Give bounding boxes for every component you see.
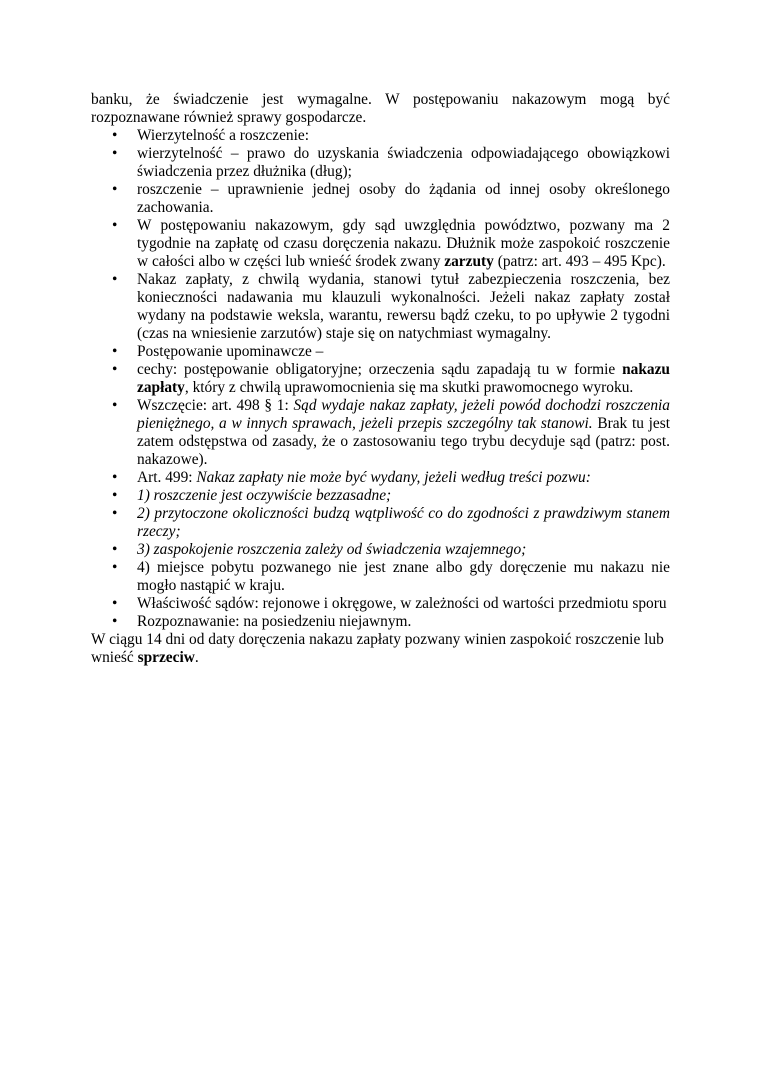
bullet-icon: • — [112, 613, 118, 630]
italic-quote: 2) przytoczone okoliczności budzą wątpliwość co do zgodności z prawdziwym stanem rzeczy; — [137, 505, 670, 540]
item-text: , który z chwilą uprawomocnienia się ma skutki prawomocnego wyroku. — [184, 379, 634, 396]
bullet-icon: • — [112, 361, 118, 378]
list-item — [91, 541, 670, 559]
bold-term: nakazu zapłaty — [137, 361, 670, 396]
list-item — [91, 469, 670, 487]
bullet-icon: • — [112, 217, 118, 234]
bullet-icon: • — [112, 343, 118, 360]
item-text: Postępowanie upominawcze – — [137, 343, 324, 360]
italic-quote: 1) roszczenie jest oczywiście bezzasadne; — [137, 487, 392, 504]
item-text: Art. 499: — [137, 469, 197, 486]
list-item — [91, 613, 670, 631]
bullet-icon: • — [112, 505, 118, 522]
item-text: Wszczęcie: art. 498 § 1: — [137, 397, 294, 414]
list-item — [91, 487, 670, 505]
continuation-paragraph: banku, że świadczenie jest wymagalne. W postępowaniu nakazowym mogą być rozpoznawane również sprawy gospodarcze. — [91, 91, 670, 126]
bold-term: zarzuty — [444, 253, 494, 270]
item-text: Właściwość sądów: rejonowe i okręgowe, w zależności od wartości przedmiotu sporu — [137, 595, 667, 612]
list-item — [91, 271, 670, 343]
bullet-icon: • — [112, 469, 118, 486]
italic-quote: Sąd wydaje nakaz zapłaty, jeżeli powód dochodzi roszczenia pieniężnego, a w innych sprawach, jeżeli przepis szczególny tak stanowi. — [137, 397, 670, 432]
list-item — [91, 397, 670, 469]
item-text: Brak tu jest zatem odstępstwa od zasady, że o zastosowaniu tego trybu decyduje sąd (patrz: post. nakazowe). — [137, 415, 670, 468]
list-item — [91, 559, 670, 595]
item-text: Nakaz zapłaty, z chwilą wydania, stanowi tytuł zabezpieczenia roszczenia, bez konieczności nadawania mu klauzuli wykonalności. Jeżeli nakaz zapłaty został wydany na podstawie weksla, warantu, rewersu bądź czeku, to po upływie 2 tygodni (czas na wniesienie zarzutów) staje się on natychmiast wymagalny. — [137, 271, 670, 342]
bullet-icon: • — [112, 541, 118, 558]
final-paragraph — [91, 631, 670, 667]
final-bold-term: sprzeciw — [137, 649, 195, 666]
bullet-icon: • — [112, 487, 118, 504]
item-text: Wierzytelność a roszczenie: — [137, 127, 310, 144]
list-item — [91, 343, 670, 361]
document-body — [91, 91, 670, 667]
item-text: W postępowaniu nakazowym, gdy sąd uwzględnia powództwo, pozwany ma 2 tygodnie na zapłatę od czasu doręczenia nakazu. Dłużnik może zaspokoić roszczenie w całości albo w części lub wnieść środek zwany — [137, 217, 670, 270]
italic-quote: Nakaz zapłaty nie może być wydany, jeżeli według treści pozwu: — [196, 469, 591, 486]
item-text: roszczenie – uprawnienie jednej osoby do żądania od innej osoby określonego zachowania. — [137, 181, 670, 216]
list-item — [91, 361, 670, 397]
item-text: 4) miejsce pobytu pozwanego nie jest znane albo gdy doręczenie mu nakazu nie mogło nastąpić w kraju. — [137, 559, 670, 594]
list-item — [91, 595, 670, 613]
bullet-icon: • — [112, 271, 118, 288]
list-item — [91, 127, 670, 145]
bullet-icon: • — [112, 397, 118, 414]
bullet-icon: • — [112, 127, 118, 144]
item-text: Rozpoznawanie: na posiedzeniu niejawnym. — [137, 613, 412, 630]
list-item — [91, 217, 670, 271]
item-text: wierzytelność – prawo do uzyskania świadczenia odpowiadającego obowiązkowi świadczenia przez dłużnika (dług); — [137, 145, 670, 180]
item-text: cechy: postępowanie obligatoryjne; orzeczenia sądu zapadają tu w formie — [137, 361, 623, 378]
list-item — [91, 505, 670, 541]
bullet-icon: • — [112, 181, 118, 198]
list-item — [91, 181, 670, 217]
final-end: . — [194, 649, 199, 666]
bullet-list — [91, 127, 670, 631]
item-text: (patrz: art. 493 – 495 Kpc). — [493, 253, 666, 270]
bullet-icon: • — [112, 595, 118, 612]
bullet-icon: • — [112, 145, 118, 162]
list-item — [91, 145, 670, 181]
final-text: W ciągu 14 dni od daty doręczenia nakazu zapłaty pozwany winien zaspokoić roszczenie lub wnieść — [91, 631, 664, 666]
bullet-icon: • — [112, 559, 118, 576]
italic-quote: 3) zaspokojenie roszczenia zależy od świadczenia wzajemnego; — [137, 541, 527, 558]
